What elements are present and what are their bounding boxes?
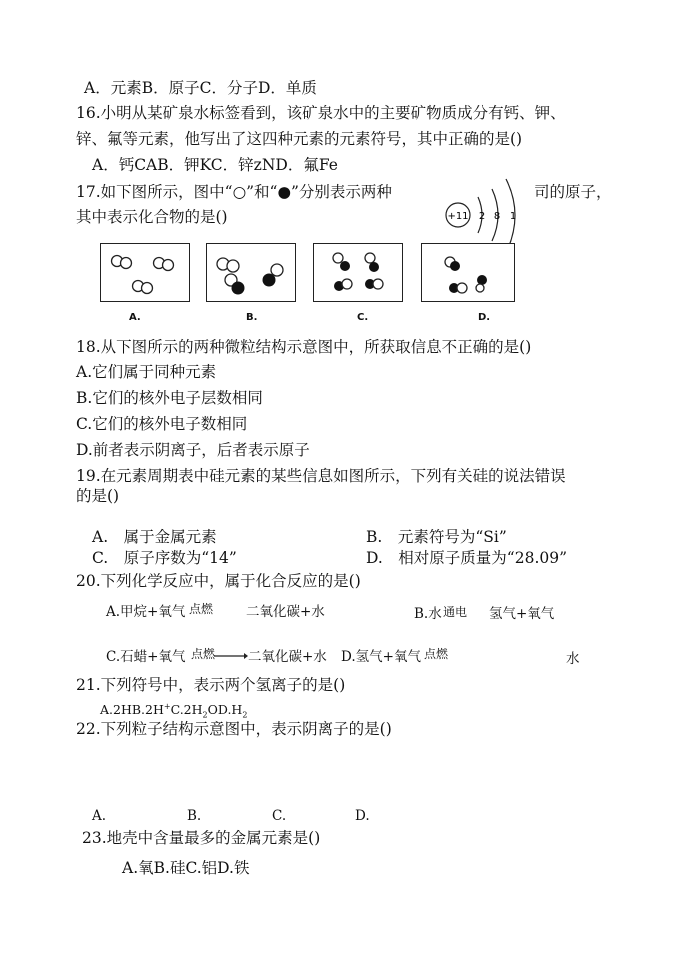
q20-c-reactants: C.石蜡+氧气 — [106, 649, 186, 665]
q20-stem: 20.下列化学反应中，属于化合反应的是() — [76, 572, 361, 590]
q20-b-reactants: B.水 — [414, 606, 442, 622]
q22-label-d: D. — [355, 808, 370, 824]
q19-option-a: A. 属于金属元素 — [92, 528, 217, 546]
q19-option-c: C. 原子序数为“14” — [92, 549, 237, 567]
q16-line2: 锌、氟等元素，他写出了这四种元素的元素符号，其中正确的是() — [76, 130, 523, 148]
q22-label-a: A. — [92, 808, 107, 824]
q23-stem: 23.地壳中含量最多的金属元素是() — [82, 829, 321, 847]
q18-stem: 18.从下图所示的两种微粒结构示意图中，所获取信息不正确的是() — [76, 338, 532, 356]
q23-options: A.氧B.硅C.铝D.铁 — [122, 859, 250, 877]
q17-label-c: C. — [357, 312, 369, 323]
q17-molecules-c — [314, 244, 402, 301]
q20-c-products: 二氧化碳+水 — [248, 649, 327, 665]
q16-options: A．钙CAB．钾KC．锌zND．氟Fe — [92, 156, 338, 174]
q21-opt-sup: + — [163, 702, 171, 711]
q21-opt-sub2: 2 — [242, 710, 248, 720]
q18-option-d: D.前者表示阴离子，后者表示原子 — [76, 441, 310, 459]
shell-count-1: 2 — [478, 211, 486, 222]
q20-d-condition: 点燃 — [424, 647, 449, 661]
q18-option-c: C.它们的核外电子数相同 — [76, 415, 248, 433]
q21-stem: 21.下列符号中，表示两个氢离子的是() — [76, 676, 346, 694]
q20-a-reactants: A.甲烷+氧气 — [106, 604, 186, 620]
q21-opt-part2: C.2H — [170, 702, 203, 718]
q17-line2: 其中表示化合物的是() — [76, 208, 228, 226]
q17-box-a — [100, 243, 190, 302]
shell-count-2: 8 — [493, 211, 501, 222]
q20-d-reactants: D.氢气+氧气 — [341, 649, 421, 665]
q20-c-condition: 点燃 — [191, 647, 216, 661]
q22-stem: 22.下列粒子结构示意图中，表示阴离子的是() — [76, 720, 392, 738]
q17-box-d — [421, 243, 515, 302]
q17-line1: 17.如下图所示，图中“○”和“●”分别表示两种 — [76, 183, 392, 201]
q21-opt-part1: A.2HB.2H — [100, 702, 164, 718]
q16-line1: 16.小明从某矿泉水标签看到，该矿泉水中的主要矿物质成分有钙、钾、 — [76, 104, 566, 122]
q17-box-c — [313, 243, 403, 302]
q20-b-condition: 通电 — [443, 605, 468, 619]
q20-d-products: 水 — [566, 651, 580, 667]
q17-label-b: B. — [246, 312, 258, 323]
q22-label-c: C. — [272, 808, 287, 824]
nucleus-charge: +11 — [447, 211, 469, 222]
q18-option-a: A.它们属于同种元素 — [76, 363, 217, 381]
q17-molecules-d — [422, 244, 514, 301]
q17-label-d: D. — [478, 312, 491, 323]
q20-a-products: 二氧化碳+水 — [246, 604, 325, 620]
q20-c-arrow — [214, 652, 248, 660]
q20-b-products: 氢气+氧气 — [489, 606, 555, 622]
q17-box-b — [206, 243, 296, 302]
q18-option-b: B.它们的核外电子层数相同 — [76, 389, 263, 407]
q19-option-d: D. 相对原子质量为“28.09” — [366, 549, 568, 567]
shell-count-3: 1 — [509, 211, 517, 222]
q15-options: A．元素B．原子C．分子D．单质 — [84, 79, 317, 97]
q21-opt-sub1: 2 — [202, 710, 208, 720]
q19-line1: 19.在元素周期表中硅元素的某些信息如图所示，下列有关硅的说法错误 — [76, 467, 566, 485]
q20-a-condition: 点燃 — [189, 602, 214, 616]
q19-option-b: B. 元素符号为“Si” — [366, 528, 507, 546]
q21-opt-part3: OD.H — [207, 702, 243, 718]
q17-line1-end: 司的原子， — [534, 183, 612, 201]
q17-molecules-a — [101, 244, 189, 301]
q17-molecules-b — [207, 244, 295, 301]
q19-line2: 的是() — [76, 487, 120, 505]
q22-label-b: B. — [187, 808, 202, 824]
q17-label-a: A. — [129, 312, 141, 323]
